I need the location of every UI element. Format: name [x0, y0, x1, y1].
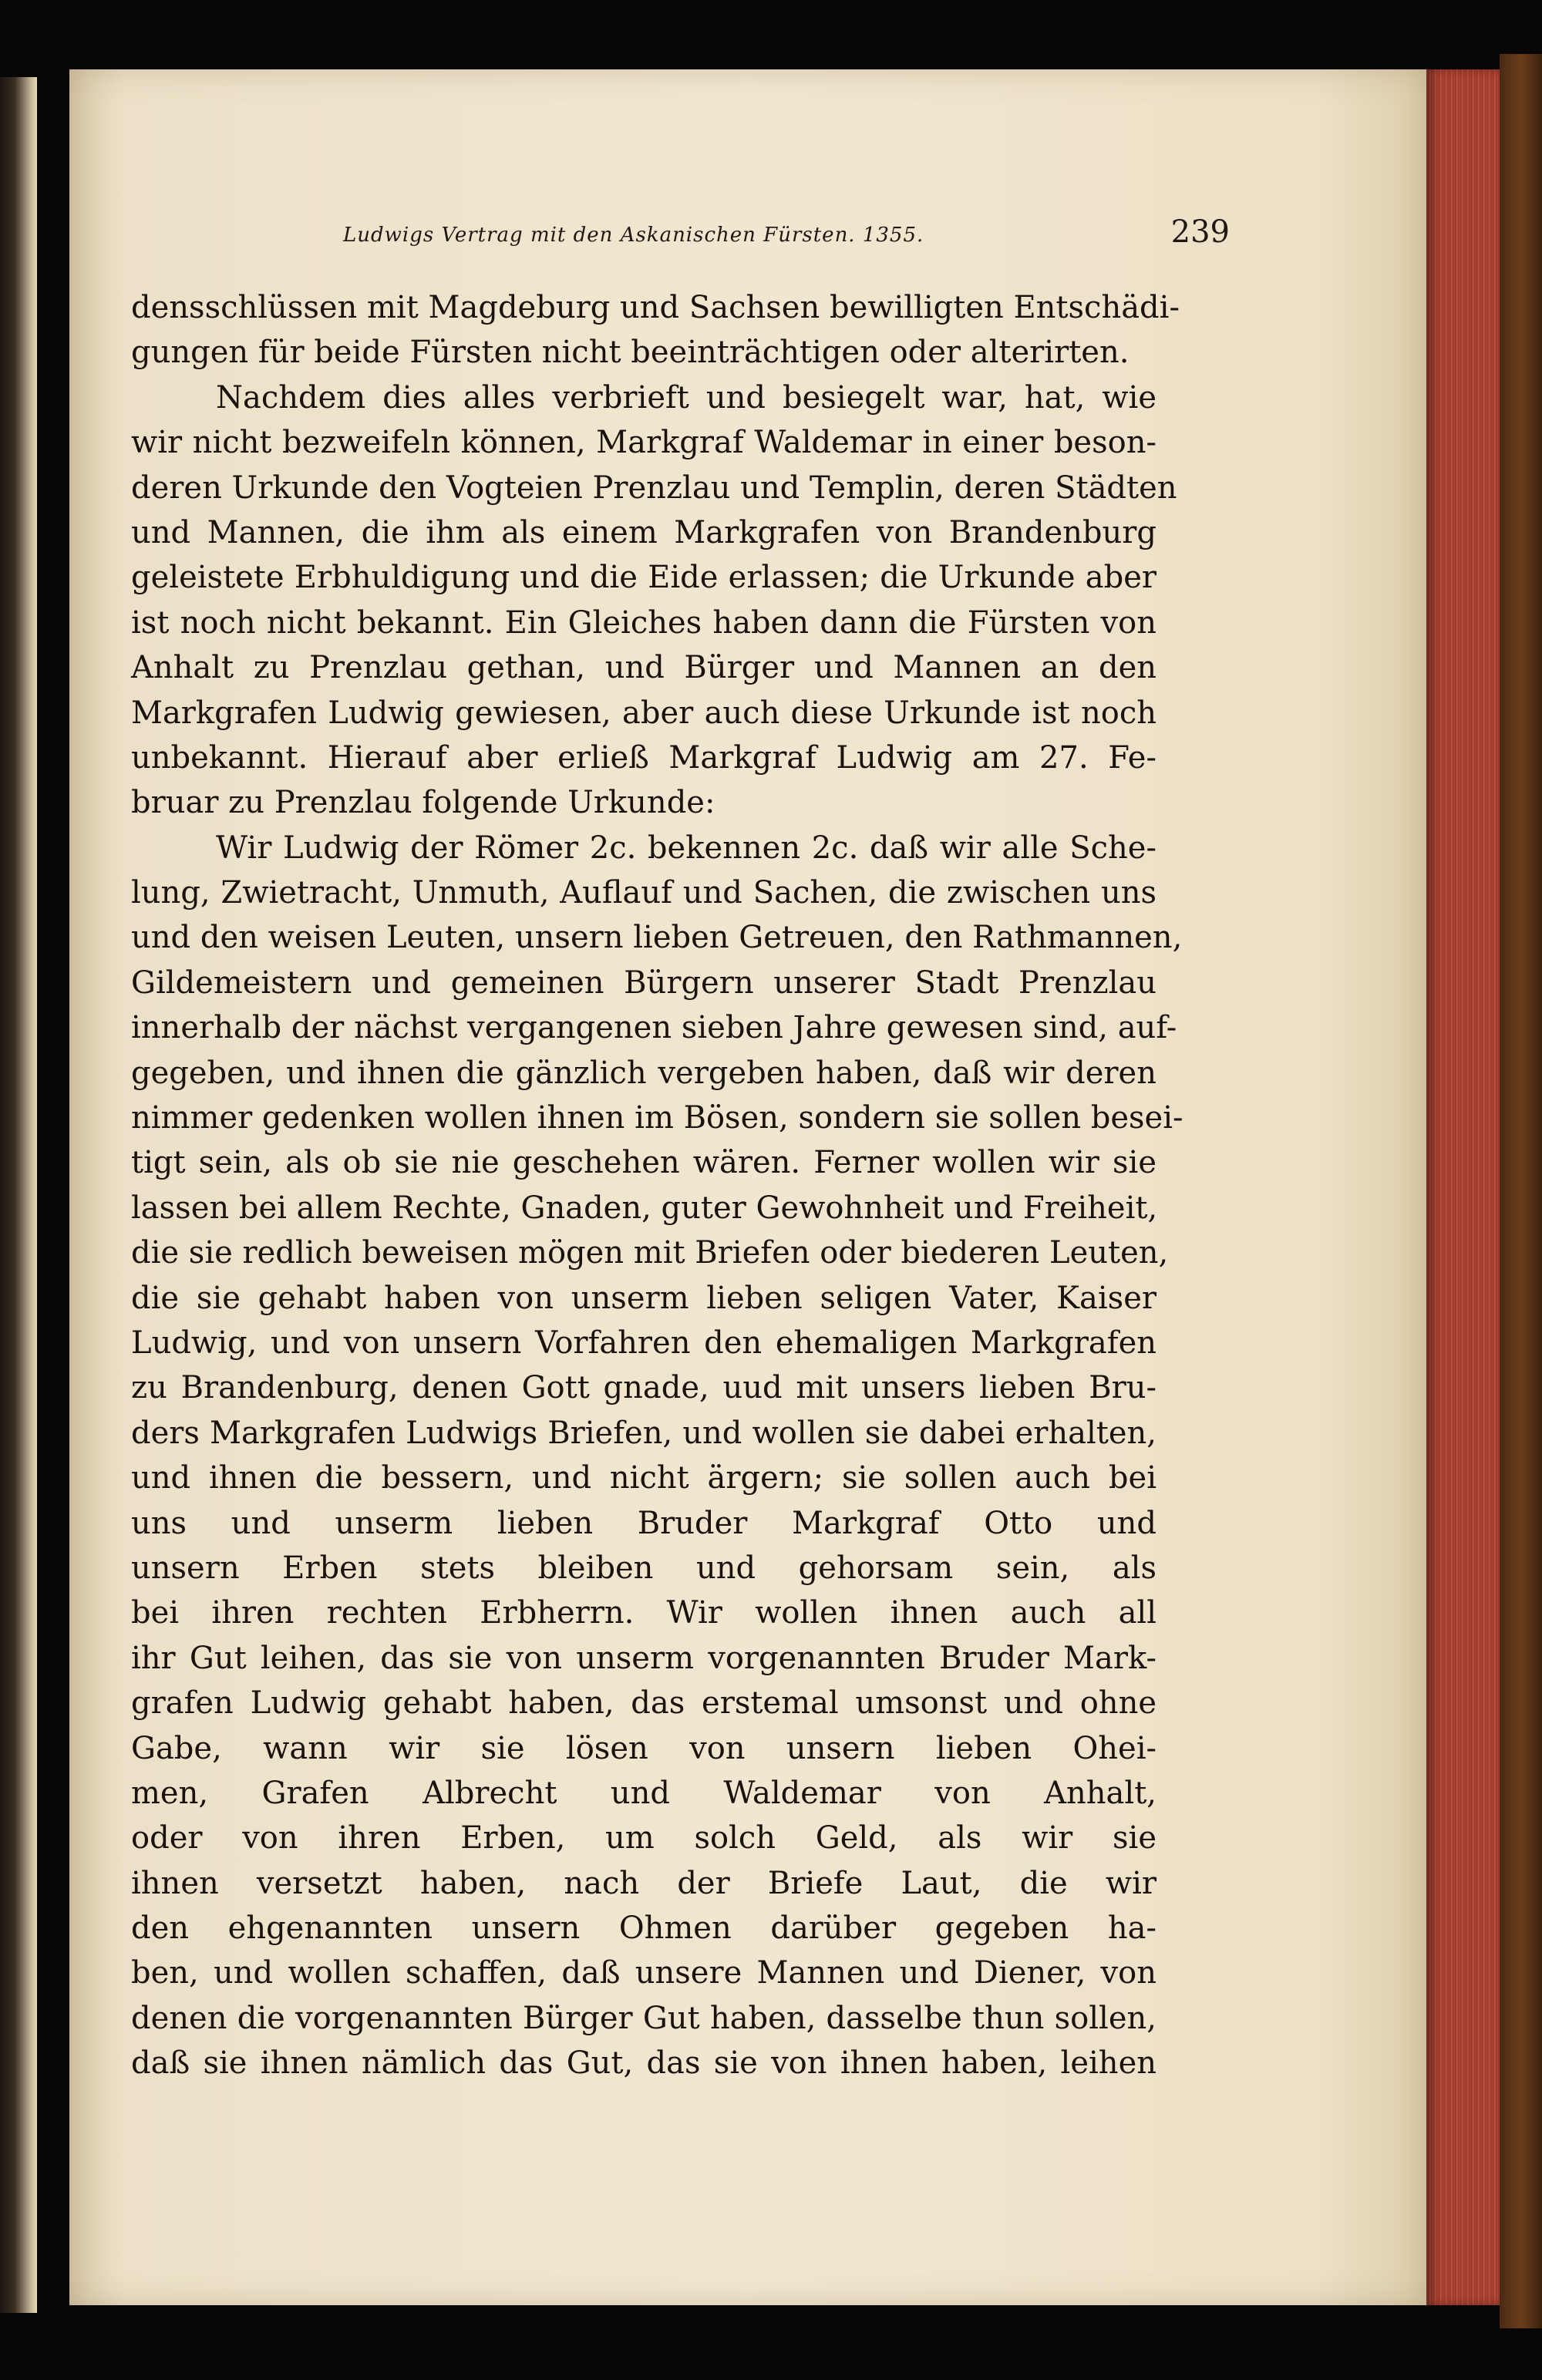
text-line: uns und unserm lieben Bruder Markgraf Otto und [131, 1505, 1156, 1541]
text-line: densschlüssen mit Magdeburg und Sachsen bewilligten Entschädi- [131, 290, 1180, 325]
text-line: zu Brandenburg, denen Gott gnade, uud mit unsers lieben Bru- [131, 1370, 1156, 1406]
text-line: Nachdem dies alles verbrieft und besiegelt war, hat, wie [216, 379, 1156, 416]
text-line: und ihnen die bessern, und nicht ärgern; sie sollen auch bei [131, 1460, 1156, 1496]
text-line: oder von ihren Erben, um solch Geld, als wir sie [131, 1820, 1156, 1857]
text-line: Wir Ludwig der Römer 2c. bekennen 2c. daß wir alle Sche- [216, 830, 1156, 866]
text-line: den ehgenannten unsern Ohmen darüber gegeben ha- [131, 1910, 1156, 1947]
text-line: ders Markgrafen Ludwigs Briefen, und wollen sie dabei erhalten, [131, 1415, 1156, 1451]
text-line: unbekannt. Hierauf aber erließ Markgraf Ludwig am 27. Fe- [131, 739, 1156, 776]
text-line: lung, Zwietracht, Unmuth, Auflauf und Sachen, die zwischen uns [131, 875, 1156, 911]
text-line: gungen für beide Fürsten nicht beeinträchtigen oder alterirten. [131, 335, 1130, 371]
text-line: gegeben, und ihnen die gänzlich vergeben haben, daß wir deren [131, 1055, 1156, 1091]
text-line: innerhalb der nächst vergangenen sieben Jahre gewesen sind, auf- [131, 1010, 1177, 1046]
text-line: denen die vorgenannten Bürger Gut haben, dasselbe thun sollen, [131, 2000, 1156, 2036]
text-line: ist noch nicht bekannt. Ein Gleiches haben dann die Fürsten von [131, 604, 1156, 641]
text-line: Ludwig, und von unsern Vorfahren den ehemaligen Markgrafen [131, 1325, 1156, 1361]
text-line: die sie gehabt haben von unserm lieben seligen Vater, Kaiser [131, 1280, 1156, 1316]
text-line: grafen Ludwig gehabt haben, das erstemal umsonst und ohne [131, 1685, 1156, 1722]
text-line: und Mannen, die ihm als einem Markgrafen von Brandenburg [131, 514, 1156, 550]
text-line: ihr Gut leihen, das sie von unserm vorgenannten Bruder Mark- [131, 1640, 1156, 1676]
page-fore-edge [1426, 69, 1500, 2305]
text-line: lassen bei allem Rechte, Gnaden, guter Gewohnheit und Freiheit, [131, 1190, 1158, 1226]
body-text [131, 285, 1183, 2086]
text-line: unsern Erben stets bleiben und gehorsam sein, als [131, 1550, 1156, 1586]
text-line: nimmer gedenken wollen ihnen im Bösen, sondern sie sollen besei- [131, 1100, 1183, 1136]
text-line: tigt sein, als ob sie nie geschehen wären. Ferner wollen wir sie [131, 1145, 1156, 1181]
text-line: men, Grafen Albrecht und Waldemar von Anhalt, [131, 1775, 1156, 1811]
text-line: daß sie ihnen nämlich das Gut, das sie von ihnen haben, leihen [131, 2045, 1156, 2082]
text-line: wir nicht bezweifeln können, Markgraf Waldemar in einer beson- [131, 425, 1156, 461]
page-number: 239 [1170, 214, 1230, 250]
text-line: bei ihren rechten Erbherrn. Wir wollen ihnen auch all [131, 1595, 1156, 1631]
text-line: Gabe, wann wir sie lösen von unsern lieben Ohei- [131, 1730, 1156, 1766]
text-line: die sie redlich beweisen mögen mit Briefen oder biederen Leuten, [131, 1235, 1169, 1271]
text-line: geleistete Erbhuldigung und die Eide erlassen; die Urkunde aber [131, 560, 1156, 596]
text-line: und den weisen Leuten, unsern lieben Getreuen, den Rathmannen, [131, 920, 1183, 956]
text-line: Gildemeistern und gemeinen Bürgern unserer Stadt Prenzlau [131, 964, 1156, 1001]
text-line: Markgrafen Ludwig gewiesen, aber auch diese Urkunde ist noch [131, 695, 1156, 731]
text-line: ben, und wollen schaffen, daß unsere Mannen und Diener, von [131, 1955, 1156, 1991]
text-line: Anhalt zu Prenzlau gethan, und Bürger und Mannen an den [131, 650, 1156, 686]
text-line: deren Urkunde den Vogteien Prenzlau und Templin, deren Städten [131, 470, 1177, 506]
text-line: ihnen versetzt haben, nach der Briefe Laut, die wir [131, 1865, 1156, 1901]
page-header [343, 214, 1230, 251]
left-page-edge [0, 77, 37, 2313]
text-line: bruar zu Prenzlau folgende Urkunde: [131, 785, 715, 821]
book-binding [1500, 54, 1542, 2328]
running-title: Ludwigs Vertrag mit den Askanischen Fürsten. 1355. [343, 224, 924, 247]
